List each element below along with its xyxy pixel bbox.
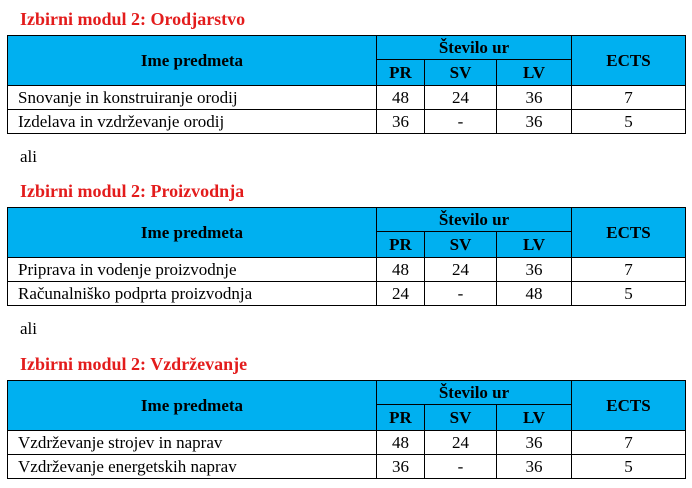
course-table: [7, 207, 686, 306]
separator-ali: ali: [20, 147, 37, 166]
header-course-name: Ime predmeta: [8, 381, 377, 431]
hours-lv: 36: [497, 110, 572, 134]
hours-pr: 36: [377, 455, 425, 479]
header-sv: SV: [425, 232, 497, 258]
course-name: Vzdrževanje energetskih naprav: [8, 455, 377, 479]
header-lv: LV: [497, 60, 572, 86]
hours-pr: 24: [377, 282, 425, 306]
course-name: Računalniško podprta proizvodnja: [8, 282, 377, 306]
course-name: Izdelava in vzdrževanje orodij: [8, 110, 377, 134]
ects-value: 5: [572, 110, 686, 134]
hours-pr: 48: [377, 431, 425, 455]
hours-lv: 36: [497, 455, 572, 479]
table-row: [8, 110, 686, 134]
course-name: Vzdrževanje strojev in naprav: [8, 431, 377, 455]
ects-value: 5: [572, 282, 686, 306]
header-lv: LV: [497, 405, 572, 431]
hours-sv: -: [425, 282, 497, 306]
header-hours: Število ur: [377, 208, 572, 232]
hours-sv: 24: [425, 258, 497, 282]
hours-sv: 24: [425, 431, 497, 455]
hours-lv: 48: [497, 282, 572, 306]
table-row: [8, 431, 686, 455]
header-sv: SV: [425, 60, 497, 86]
module-title: Izbirni modul 2: Vzdrževanje: [20, 354, 248, 374]
module-title: Izbirni modul 2: Orodjarstvo: [20, 9, 246, 29]
hours-lv: 36: [497, 431, 572, 455]
hours-pr: 36: [377, 110, 425, 134]
ects-value: 7: [572, 86, 686, 110]
header-sv: SV: [425, 405, 497, 431]
course-name: Priprava in vodenje proizvodnje: [8, 258, 377, 282]
header-hours: Število ur: [377, 381, 572, 405]
hours-sv: -: [425, 110, 497, 134]
module-title: Izbirni modul 2: Proizvodnja: [20, 181, 245, 201]
table-row: [8, 258, 686, 282]
header-ects: ECTS: [572, 36, 686, 86]
header-course-name: Ime predmeta: [8, 208, 377, 258]
hours-sv: -: [425, 455, 497, 479]
header-ects: ECTS: [572, 381, 686, 431]
hours-lv: 36: [497, 86, 572, 110]
ects-value: 5: [572, 455, 686, 479]
course-name: Snovanje in konstruiranje orodij: [8, 86, 377, 110]
header-hours: Število ur: [377, 36, 572, 60]
header-pr: PR: [377, 232, 425, 258]
header-course-name: Ime predmeta: [8, 36, 377, 86]
header-lv: LV: [497, 232, 572, 258]
table-row: [8, 455, 686, 479]
hours-pr: 48: [377, 258, 425, 282]
hours-lv: 36: [497, 258, 572, 282]
course-table: [7, 380, 686, 479]
ects-value: 7: [572, 431, 686, 455]
table-row: [8, 282, 686, 306]
ects-value: 7: [572, 258, 686, 282]
header-pr: PR: [377, 405, 425, 431]
hours-pr: 48: [377, 86, 425, 110]
separator-ali: ali: [20, 319, 37, 338]
header-ects: ECTS: [572, 208, 686, 258]
hours-sv: 24: [425, 86, 497, 110]
table-row: [8, 86, 686, 110]
header-pr: PR: [377, 60, 425, 86]
course-table: [7, 35, 686, 134]
